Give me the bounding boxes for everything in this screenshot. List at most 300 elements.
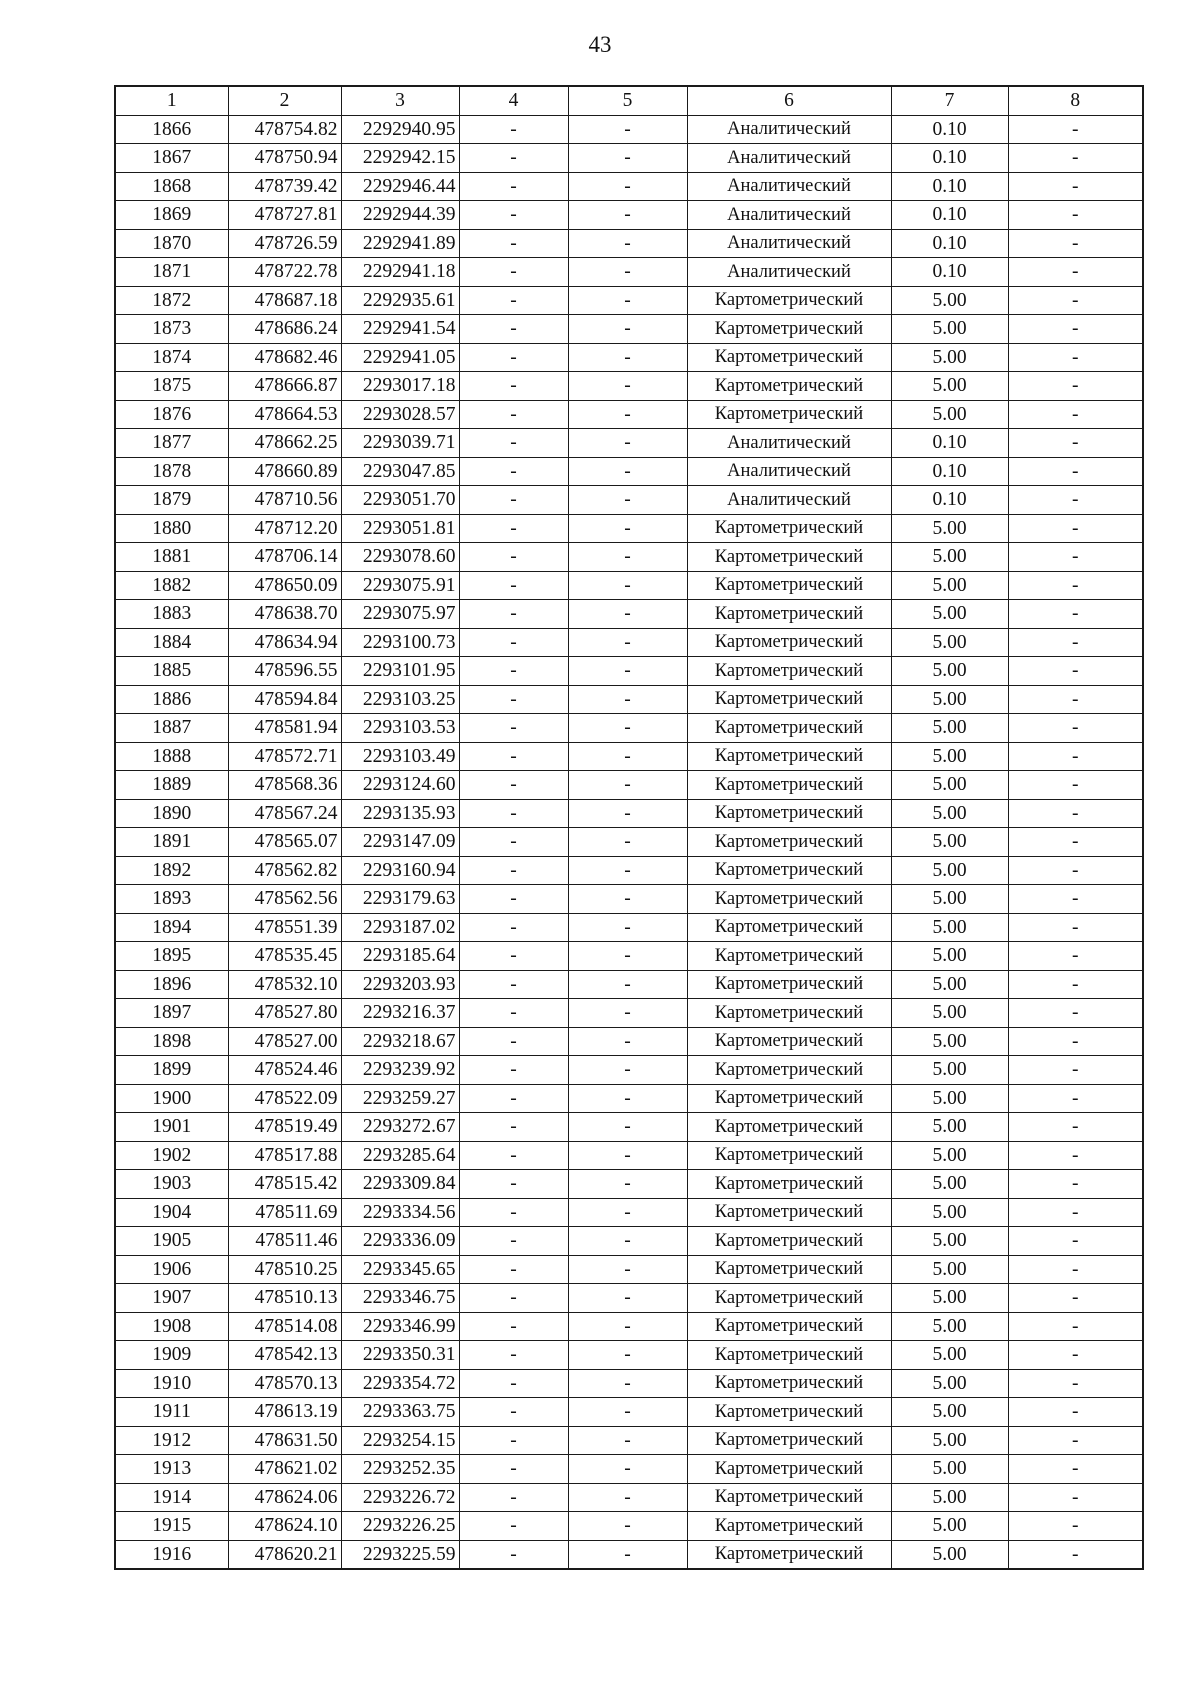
cell-col-8: - [1008,514,1143,543]
cell-accuracy: 5.00 [891,942,1008,971]
cell-method: Картометрический [687,571,891,600]
cell-x-coordinate: 478517.88 [228,1141,341,1170]
cell-x-coordinate: 478572.71 [228,742,341,771]
cell-col-4: - [459,799,568,828]
cell-x-coordinate: 478511.69 [228,1198,341,1227]
cell-accuracy: 5.00 [891,400,1008,429]
cell-col-5: - [568,1284,687,1313]
table-row [115,1255,1143,1284]
cell-col-4: - [459,1312,568,1341]
cell-point-number: 1906 [115,1255,228,1284]
cell-col-4: - [459,600,568,629]
cell-col-8: - [1008,400,1143,429]
cell-col-4: - [459,1056,568,1085]
table-row [115,828,1143,857]
cell-y-coordinate: 2293350.31 [341,1341,459,1370]
table-row [115,1170,1143,1199]
cell-method: Аналитический [687,429,891,458]
cell-col-4: - [459,201,568,230]
cell-method: Картометрический [687,1113,891,1142]
table-row [115,1198,1143,1227]
cell-col-8: - [1008,885,1143,914]
table-row [115,799,1143,828]
cell-point-number: 1896 [115,970,228,999]
cell-col-5: - [568,1341,687,1370]
cell-accuracy: 5.00 [891,1255,1008,1284]
cell-y-coordinate: 2293051.81 [341,514,459,543]
cell-col-4: - [459,1426,568,1455]
cell-y-coordinate: 2293028.57 [341,400,459,429]
table-row [115,628,1143,657]
cell-col-8: - [1008,913,1143,942]
cell-point-number: 1898 [115,1027,228,1056]
cell-point-number: 1890 [115,799,228,828]
table-row [115,201,1143,230]
cell-col-5: - [568,258,687,287]
cell-col-8: - [1008,1227,1143,1256]
cell-x-coordinate: 478551.39 [228,913,341,942]
cell-method: Картометрический [687,1512,891,1541]
cell-col-5: - [568,1255,687,1284]
cell-col-8: - [1008,343,1143,372]
cell-col-4: - [459,429,568,458]
table-row [115,714,1143,743]
column-header: 1 [115,86,228,115]
cell-point-number: 1875 [115,372,228,401]
cell-point-number: 1894 [115,913,228,942]
cell-point-number: 1879 [115,486,228,515]
cell-point-number: 1884 [115,628,228,657]
cell-x-coordinate: 478515.42 [228,1170,341,1199]
table-row [115,1113,1143,1142]
cell-x-coordinate: 478527.80 [228,999,341,1028]
cell-x-coordinate: 478562.82 [228,856,341,885]
cell-y-coordinate: 2293017.18 [341,372,459,401]
cell-x-coordinate: 478527.00 [228,1027,341,1056]
cell-col-4: - [459,1369,568,1398]
cell-method: Аналитический [687,144,891,173]
cell-col-4: - [459,400,568,429]
cell-col-4: - [459,286,568,315]
cell-accuracy: 5.00 [891,1455,1008,1484]
cell-y-coordinate: 2293124.60 [341,771,459,800]
cell-point-number: 1907 [115,1284,228,1313]
cell-accuracy: 5.00 [891,1540,1008,1569]
table-row [115,543,1143,572]
table-row [115,913,1143,942]
cell-col-5: - [568,1512,687,1541]
cell-x-coordinate: 478687.18 [228,286,341,315]
cell-col-4: - [459,628,568,657]
cell-y-coordinate: 2293226.25 [341,1512,459,1541]
cell-x-coordinate: 478532.10 [228,970,341,999]
cell-accuracy: 5.00 [891,913,1008,942]
cell-y-coordinate: 2293334.56 [341,1198,459,1227]
cell-col-8: - [1008,1027,1143,1056]
cell-point-number: 1877 [115,429,228,458]
table-row [115,115,1143,144]
cell-col-5: - [568,1027,687,1056]
cell-point-number: 1880 [115,514,228,543]
cell-point-number: 1891 [115,828,228,857]
cell-accuracy: 5.00 [891,1227,1008,1256]
cell-method: Картометрический [687,999,891,1028]
cell-point-number: 1874 [115,343,228,372]
cell-accuracy: 5.00 [891,514,1008,543]
cell-y-coordinate: 2293078.60 [341,543,459,572]
cell-point-number: 1878 [115,457,228,486]
table-row [115,144,1143,173]
cell-y-coordinate: 2293051.70 [341,486,459,515]
cell-method: Картометрический [687,514,891,543]
cell-y-coordinate: 2293216.37 [341,999,459,1028]
cell-method: Картометрический [687,856,891,885]
cell-method: Картометрический [687,600,891,629]
cell-method: Аналитический [687,258,891,287]
cell-col-8: - [1008,1198,1143,1227]
cell-y-coordinate: 2293354.72 [341,1369,459,1398]
cell-point-number: 1867 [115,144,228,173]
cell-point-number: 1872 [115,286,228,315]
cell-y-coordinate: 2293101.95 [341,657,459,686]
cell-method: Аналитический [687,172,891,201]
table-row [115,1027,1143,1056]
cell-col-5: - [568,514,687,543]
cell-col-5: - [568,543,687,572]
cell-col-5: - [568,657,687,686]
cell-col-4: - [459,1255,568,1284]
cell-col-4: - [459,828,568,857]
cell-point-number: 1916 [115,1540,228,1569]
table-row [115,315,1143,344]
cell-y-coordinate: 2293363.75 [341,1398,459,1427]
cell-accuracy: 5.00 [891,828,1008,857]
cell-accuracy: 5.00 [891,1141,1008,1170]
table-row [115,657,1143,686]
cell-point-number: 1885 [115,657,228,686]
cell-col-8: - [1008,1426,1143,1455]
cell-col-5: - [568,771,687,800]
cell-x-coordinate: 478634.94 [228,628,341,657]
cell-col-8: - [1008,1455,1143,1484]
cell-col-4: - [459,372,568,401]
cell-col-5: - [568,229,687,258]
cell-col-5: - [568,742,687,771]
column-header: 6 [687,86,891,115]
cell-point-number: 1899 [115,1056,228,1085]
cell-col-8: - [1008,1284,1143,1313]
cell-accuracy: 0.10 [891,172,1008,201]
cell-y-coordinate: 2292942.15 [341,144,459,173]
cell-col-8: - [1008,970,1143,999]
cell-y-coordinate: 2292941.89 [341,229,459,258]
cell-col-5: - [568,429,687,458]
cell-col-5: - [568,714,687,743]
cell-col-5: - [568,457,687,486]
cell-col-8: - [1008,600,1143,629]
cell-col-5: - [568,1056,687,1085]
table-row [115,1426,1143,1455]
cell-y-coordinate: 2293103.25 [341,685,459,714]
cell-method: Картометрический [687,1312,891,1341]
cell-y-coordinate: 2292941.05 [341,343,459,372]
cell-col-4: - [459,144,568,173]
cell-col-8: - [1008,1141,1143,1170]
cell-accuracy: 5.00 [891,343,1008,372]
cell-col-8: - [1008,1312,1143,1341]
cell-col-4: - [459,999,568,1028]
cell-method: Картометрический [687,1227,891,1256]
cell-point-number: 1909 [115,1341,228,1370]
cell-method: Картометрический [687,1369,891,1398]
cell-col-4: - [459,115,568,144]
cell-y-coordinate: 2293075.91 [341,571,459,600]
cell-accuracy: 5.00 [891,628,1008,657]
cell-method: Картометрический [687,657,891,686]
cell-col-8: - [1008,1084,1143,1113]
cell-col-8: - [1008,942,1143,971]
cell-method: Аналитический [687,201,891,230]
cell-col-8: - [1008,372,1143,401]
cell-point-number: 1913 [115,1455,228,1484]
cell-x-coordinate: 478522.09 [228,1084,341,1113]
cell-y-coordinate: 2293239.92 [341,1056,459,1085]
cell-col-8: - [1008,1512,1143,1541]
cell-col-5: - [568,628,687,657]
cell-point-number: 1869 [115,201,228,230]
cell-x-coordinate: 478565.07 [228,828,341,857]
cell-method: Картометрический [687,799,891,828]
cell-x-coordinate: 478510.25 [228,1255,341,1284]
table-row [115,343,1143,372]
cell-x-coordinate: 478650.09 [228,571,341,600]
cell-point-number: 1902 [115,1141,228,1170]
cell-col-8: - [1008,856,1143,885]
cell-x-coordinate: 478726.59 [228,229,341,258]
table-row [115,942,1143,971]
cell-accuracy: 0.10 [891,229,1008,258]
cell-method: Картометрический [687,828,891,857]
column-header: 8 [1008,86,1143,115]
cell-col-4: - [459,657,568,686]
cell-method: Аналитический [687,457,891,486]
cell-accuracy: 0.10 [891,115,1008,144]
cell-accuracy: 5.00 [891,1483,1008,1512]
cell-point-number: 1886 [115,685,228,714]
cell-col-8: - [1008,457,1143,486]
cell-col-4: - [459,486,568,515]
cell-x-coordinate: 478722.78 [228,258,341,287]
cell-y-coordinate: 2293346.99 [341,1312,459,1341]
cell-x-coordinate: 478514.08 [228,1312,341,1341]
cell-y-coordinate: 2293187.02 [341,913,459,942]
cell-col-8: - [1008,799,1143,828]
cell-x-coordinate: 478712.20 [228,514,341,543]
cell-point-number: 1873 [115,315,228,344]
cell-x-coordinate: 478594.84 [228,685,341,714]
cell-point-number: 1903 [115,1170,228,1199]
page-number: 43 [588,32,612,57]
cell-col-8: - [1008,1170,1143,1199]
cell-x-coordinate: 478567.24 [228,799,341,828]
cell-x-coordinate: 478666.87 [228,372,341,401]
table-row [115,685,1143,714]
cell-col-8: - [1008,144,1143,173]
cell-col-5: - [568,201,687,230]
cell-col-4: - [459,315,568,344]
cell-col-4: - [459,913,568,942]
cell-y-coordinate: 2293346.75 [341,1284,459,1313]
column-header: 3 [341,86,459,115]
table-row [115,1369,1143,1398]
cell-method: Картометрический [687,1455,891,1484]
cell-x-coordinate: 478706.14 [228,543,341,572]
table-row [115,229,1143,258]
cell-point-number: 1904 [115,1198,228,1227]
cell-col-5: - [568,1312,687,1341]
cell-point-number: 1876 [115,400,228,429]
cell-accuracy: 5.00 [891,999,1008,1028]
cell-col-8: - [1008,1113,1143,1142]
cell-method: Картометрический [687,885,891,914]
header-row [115,86,1143,115]
cell-col-4: - [459,543,568,572]
cell-accuracy: 5.00 [891,315,1008,344]
table-row [115,1084,1143,1113]
cell-y-coordinate: 2293336.09 [341,1227,459,1256]
cell-method: Картометрический [687,913,891,942]
cell-col-4: - [459,1540,568,1569]
cell-x-coordinate: 478562.56 [228,885,341,914]
cell-point-number: 1914 [115,1483,228,1512]
table-row [115,457,1143,486]
cell-col-5: - [568,1455,687,1484]
cell-y-coordinate: 2292935.61 [341,286,459,315]
cell-col-5: - [568,1113,687,1142]
cell-x-coordinate: 478660.89 [228,457,341,486]
cell-col-8: - [1008,571,1143,600]
cell-accuracy: 5.00 [891,1084,1008,1113]
cell-point-number: 1883 [115,600,228,629]
cell-col-5: - [568,372,687,401]
table-row [115,1540,1143,1569]
cell-method: Картометрический [687,771,891,800]
table-row [115,1455,1143,1484]
cell-col-4: - [459,714,568,743]
cell-y-coordinate: 2292940.95 [341,115,459,144]
cell-method: Картометрический [687,742,891,771]
cell-accuracy: 5.00 [891,372,1008,401]
cell-x-coordinate: 478542.13 [228,1341,341,1370]
cell-y-coordinate: 2293047.85 [341,457,459,486]
cell-x-coordinate: 478750.94 [228,144,341,173]
cell-method: Картометрический [687,1398,891,1427]
cell-col-5: - [568,1084,687,1113]
cell-col-5: - [568,1426,687,1455]
cell-point-number: 1866 [115,115,228,144]
cell-col-4: - [459,571,568,600]
cell-col-5: - [568,600,687,629]
cell-point-number: 1900 [115,1084,228,1113]
cell-col-5: - [568,885,687,914]
cell-col-4: - [459,172,568,201]
cell-method: Картометрический [687,942,891,971]
cell-accuracy: 5.00 [891,1027,1008,1056]
cell-x-coordinate: 478624.10 [228,1512,341,1541]
cell-y-coordinate: 2293225.59 [341,1540,459,1569]
cell-accuracy: 5.00 [891,1113,1008,1142]
cell-accuracy: 5.00 [891,1398,1008,1427]
cell-point-number: 1915 [115,1512,228,1541]
cell-y-coordinate: 2293218.67 [341,1027,459,1056]
cell-method: Картометрический [687,1483,891,1512]
cell-col-4: - [459,1341,568,1370]
cell-col-4: - [459,1113,568,1142]
cell-col-8: - [1008,258,1143,287]
cell-x-coordinate: 478664.53 [228,400,341,429]
cell-y-coordinate: 2293147.09 [341,828,459,857]
table-row [115,486,1143,515]
cell-y-coordinate: 2293203.93 [341,970,459,999]
column-header: 2 [228,86,341,115]
cell-x-coordinate: 478596.55 [228,657,341,686]
cell-method: Картометрический [687,1027,891,1056]
cell-x-coordinate: 478638.70 [228,600,341,629]
table-row [115,1284,1143,1313]
cell-point-number: 1881 [115,543,228,572]
cell-accuracy: 5.00 [891,970,1008,999]
cell-col-5: - [568,913,687,942]
cell-col-4: - [459,1284,568,1313]
cell-col-5: - [568,1540,687,1569]
table-row [115,400,1143,429]
cell-col-5: - [568,571,687,600]
cell-x-coordinate: 478710.56 [228,486,341,515]
table-row [115,1483,1143,1512]
cell-col-8: - [1008,657,1143,686]
table-row [115,1341,1143,1370]
cell-col-8: - [1008,286,1143,315]
cell-col-5: - [568,1170,687,1199]
cell-accuracy: 5.00 [891,657,1008,686]
cell-col-5: - [568,999,687,1028]
cell-y-coordinate: 2293103.49 [341,742,459,771]
cell-method: Аналитический [687,486,891,515]
cell-y-coordinate: 2292941.54 [341,315,459,344]
cell-point-number: 1868 [115,172,228,201]
cell-x-coordinate: 478519.49 [228,1113,341,1142]
table-row [115,771,1143,800]
cell-point-number: 1888 [115,742,228,771]
cell-col-4: - [459,1227,568,1256]
cell-col-8: - [1008,999,1143,1028]
cell-accuracy: 5.00 [891,856,1008,885]
cell-accuracy: 5.00 [891,742,1008,771]
cell-accuracy: 5.00 [891,286,1008,315]
cell-col-8: - [1008,714,1143,743]
cell-col-8: - [1008,315,1143,344]
cell-col-8: - [1008,628,1143,657]
cell-y-coordinate: 2292941.18 [341,258,459,287]
cell-col-8: - [1008,229,1143,258]
cell-col-8: - [1008,1056,1143,1085]
table-row [115,600,1143,629]
cell-method: Картометрический [687,970,891,999]
cell-method: Картометрический [687,1141,891,1170]
cell-col-8: - [1008,486,1143,515]
table-row [115,372,1143,401]
cell-x-coordinate: 478568.36 [228,771,341,800]
